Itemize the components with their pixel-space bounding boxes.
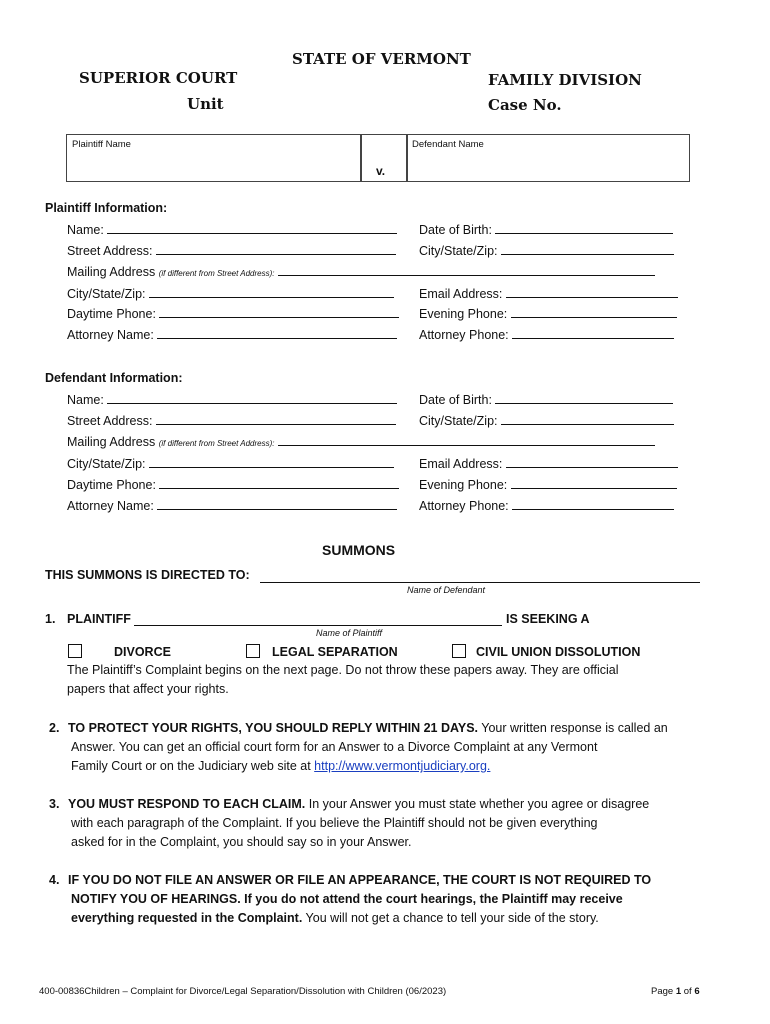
legal-separation-checkbox[interactable] <box>246 644 260 658</box>
item3-text-line1: In your Answer you must state whether you agree or disagree <box>308 797 650 811</box>
item2-number: 2. <box>49 721 60 735</box>
d-csz2-field[interactable] <box>149 456 394 468</box>
d-dayphone-field[interactable] <box>159 477 399 489</box>
p-email-field[interactable] <box>506 286 678 298</box>
p-attyname-label: Attorney Name: <box>67 328 154 342</box>
d-email-row[interactable] <box>419 456 678 471</box>
unit-label: Unit <box>187 95 224 113</box>
d-mailing-hint: (if different from Street Address): <box>158 439 275 448</box>
d-name-row[interactable] <box>67 392 397 407</box>
item4-line1: IF YOU DO NOT FILE AN ANSWER OR FILE AN APPEARANCE, THE COURT IS NOT REQUIRED TO <box>68 873 652 887</box>
d-mailing-field[interactable] <box>278 434 655 446</box>
d-street-field[interactable] <box>156 413 396 425</box>
d-street-row[interactable] <box>67 413 396 428</box>
p-street-field[interactable] <box>156 243 396 255</box>
plaintiff-info-heading: Plaintiff Information: <box>45 201 168 215</box>
item1-plaintiff-label: PLAINTIFF <box>67 612 131 626</box>
p-street-label: Street Address: <box>67 244 153 258</box>
d-attyname-row[interactable] <box>67 498 397 513</box>
item3-number: 3. <box>49 797 60 811</box>
d-evephone-label: Evening Phone: <box>419 478 508 492</box>
item2-text-line1: Your written response is called an <box>481 721 668 735</box>
item1-seeking-label: IS SEEKING A <box>506 612 590 626</box>
item3-text <box>68 795 649 852</box>
d-name-label: Name: <box>67 393 104 407</box>
p-csz2-field[interactable] <box>149 286 394 298</box>
page-total: 6 <box>694 986 700 997</box>
d-csz-field[interactable] <box>501 413 674 425</box>
page-prefix: Page <box>651 986 674 997</box>
p-email-row[interactable] <box>419 286 678 301</box>
division-name: FAMILY DIVISION <box>488 71 642 89</box>
option-civil-union[interactable] <box>452 644 640 659</box>
p-dob-field[interactable] <box>495 222 673 234</box>
d-name-field[interactable] <box>107 392 397 404</box>
p-csz-row[interactable] <box>419 243 674 258</box>
page-indicator <box>651 986 700 997</box>
item1-text-line2: papers that affect your rights. <box>67 682 229 696</box>
d-csz2-row[interactable] <box>67 456 394 471</box>
d-attyphone-label: Attorney Phone: <box>419 499 509 513</box>
p-evephone-field[interactable] <box>511 306 677 318</box>
p-dob-row[interactable] <box>419 222 673 237</box>
divorce-checkbox[interactable] <box>68 644 82 658</box>
p-mailing-field[interactable] <box>278 264 655 276</box>
d-dob-field[interactable] <box>495 392 673 404</box>
p-csz-label: City/State/Zip: <box>419 244 498 258</box>
item2-text-line3: Family Court or on the Judiciary web site at <box>71 759 311 773</box>
item4-line3: everything requested in the Complaint. <box>71 911 303 925</box>
option-legal-separation[interactable] <box>246 644 398 659</box>
p-dayphone-row[interactable] <box>67 306 399 321</box>
directed-to-field[interactable] <box>260 568 700 583</box>
item1-text-line1: The Plaintiff’s Complaint begins on the next page. Do not throw these papers away. They are official <box>67 663 619 677</box>
p-mailing-hint: (if different from Street Address): <box>158 269 275 278</box>
d-evephone-field[interactable] <box>511 477 677 489</box>
p-attyphone-field[interactable] <box>512 327 674 339</box>
p-name-label: Name: <box>67 223 104 237</box>
item4-line2: NOTIFY YOU OF HEARINGS. If you do not attend the court hearings, the Plaintiff may receive <box>71 892 623 906</box>
p-street-row[interactable] <box>67 243 396 258</box>
form-footer: 400-00836Children – Complaint for Divorce/Legal Separation/Dissolution with Children (06/2023) <box>39 986 447 997</box>
plaintiff-name-label: Plaintiff Name <box>72 139 131 150</box>
p-dayphone-field[interactable] <box>159 306 399 318</box>
defendant-name-label: Defendant Name <box>412 139 484 150</box>
item2-text <box>68 719 668 776</box>
item1-number: 1. <box>45 612 56 626</box>
item4-number: 4. <box>49 873 60 887</box>
item3-bold: YOU MUST RESPOND TO EACH CLAIM. <box>68 797 306 811</box>
p-dob-label: Date of Birth: <box>419 223 492 237</box>
d-dob-label: Date of Birth: <box>419 393 492 407</box>
p-attyname-field[interactable] <box>157 327 397 339</box>
p-email-label: Email Address: <box>419 287 503 301</box>
p-mailing-row[interactable] <box>67 264 655 279</box>
d-csz-row[interactable] <box>419 413 674 428</box>
d-csz2-label: City/State/Zip: <box>67 457 146 471</box>
court-name: SUPERIOR COURT <box>79 69 238 87</box>
d-mailing-label: Mailing Address <box>67 435 156 449</box>
option-divorce[interactable] <box>68 644 171 659</box>
p-attyphone-row[interactable] <box>419 327 674 342</box>
directed-to-label: THIS SUMMONS IS DIRECTED TO: <box>45 568 250 582</box>
summons-title: SUMMONS <box>322 542 396 558</box>
p-dayphone-label: Daytime Phone: <box>67 307 156 321</box>
item2-text-line2: Answer. You can get an official court form for an Answer to a Divorce Complaint at any Vermont <box>71 740 598 754</box>
p-attyphone-label: Attorney Phone: <box>419 328 509 342</box>
d-dayphone-row[interactable] <box>67 477 399 492</box>
d-evephone-row[interactable] <box>419 477 677 492</box>
legal-separation-label: LEGAL SEPARATION <box>272 645 398 659</box>
d-csz-label: City/State/Zip: <box>419 414 498 428</box>
p-csz2-label: City/State/Zip: <box>67 287 146 301</box>
p-name-row[interactable] <box>67 222 397 237</box>
d-attyphone-row[interactable] <box>419 498 674 513</box>
item1-text <box>67 661 618 699</box>
item3-text-line2: with each paragraph of the Complaint. If you believe the Plaintiff should not be given everything <box>71 816 598 830</box>
civil-union-checkbox[interactable] <box>452 644 466 658</box>
p-evephone-label: Evening Phone: <box>419 307 508 321</box>
case-number-label: Case No. <box>488 96 562 114</box>
item2-bold: TO PROTECT YOUR RIGHTS, YOU SHOULD REPLY WITHIN 21 DAYS. <box>68 721 479 735</box>
defendant-info-heading: Defendant Information: <box>45 371 183 385</box>
d-dob-row[interactable] <box>419 392 673 407</box>
item1-plaintiff-field[interactable] <box>134 612 502 626</box>
d-attyname-field[interactable] <box>157 498 397 510</box>
name-of-defendant-caption: Name of Defendant <box>407 585 486 595</box>
name-of-plaintiff-caption: Name of Plaintiff <box>316 628 383 638</box>
p-mailing-label: Mailing Address <box>67 265 156 279</box>
state-title: STATE OF VERMONT <box>292 50 471 68</box>
d-mailing-row[interactable] <box>67 434 655 449</box>
item4-text <box>68 871 651 928</box>
d-dayphone-label: Daytime Phone: <box>67 478 156 492</box>
p-csz-field[interactable] <box>501 243 674 255</box>
judiciary-website-link[interactable]: http://www.vermontjudiciary.org. <box>314 759 491 773</box>
p-name-field[interactable] <box>107 222 397 234</box>
d-street-label: Street Address: <box>67 414 153 428</box>
d-email-field[interactable] <box>506 456 678 468</box>
d-attyname-label: Attorney Name: <box>67 499 154 513</box>
item4-text-tail: You will not get a chance to tell your side of the story. <box>305 911 599 925</box>
page-of: of <box>683 986 692 997</box>
d-email-label: Email Address: <box>419 457 503 471</box>
p-attyname-row[interactable] <box>67 327 397 342</box>
civil-union-label: CIVIL UNION DISSOLUTION <box>476 645 641 659</box>
item3-text-line3: asked for in the Complaint, you should say so in your Answer. <box>71 835 412 849</box>
page-number: 1 <box>675 986 682 997</box>
versus-label: v. <box>376 164 386 178</box>
d-attyphone-field[interactable] <box>512 498 674 510</box>
p-csz2-row[interactable] <box>67 286 394 301</box>
p-evephone-row[interactable] <box>419 306 677 321</box>
divorce-label: DIVORCE <box>114 645 171 659</box>
